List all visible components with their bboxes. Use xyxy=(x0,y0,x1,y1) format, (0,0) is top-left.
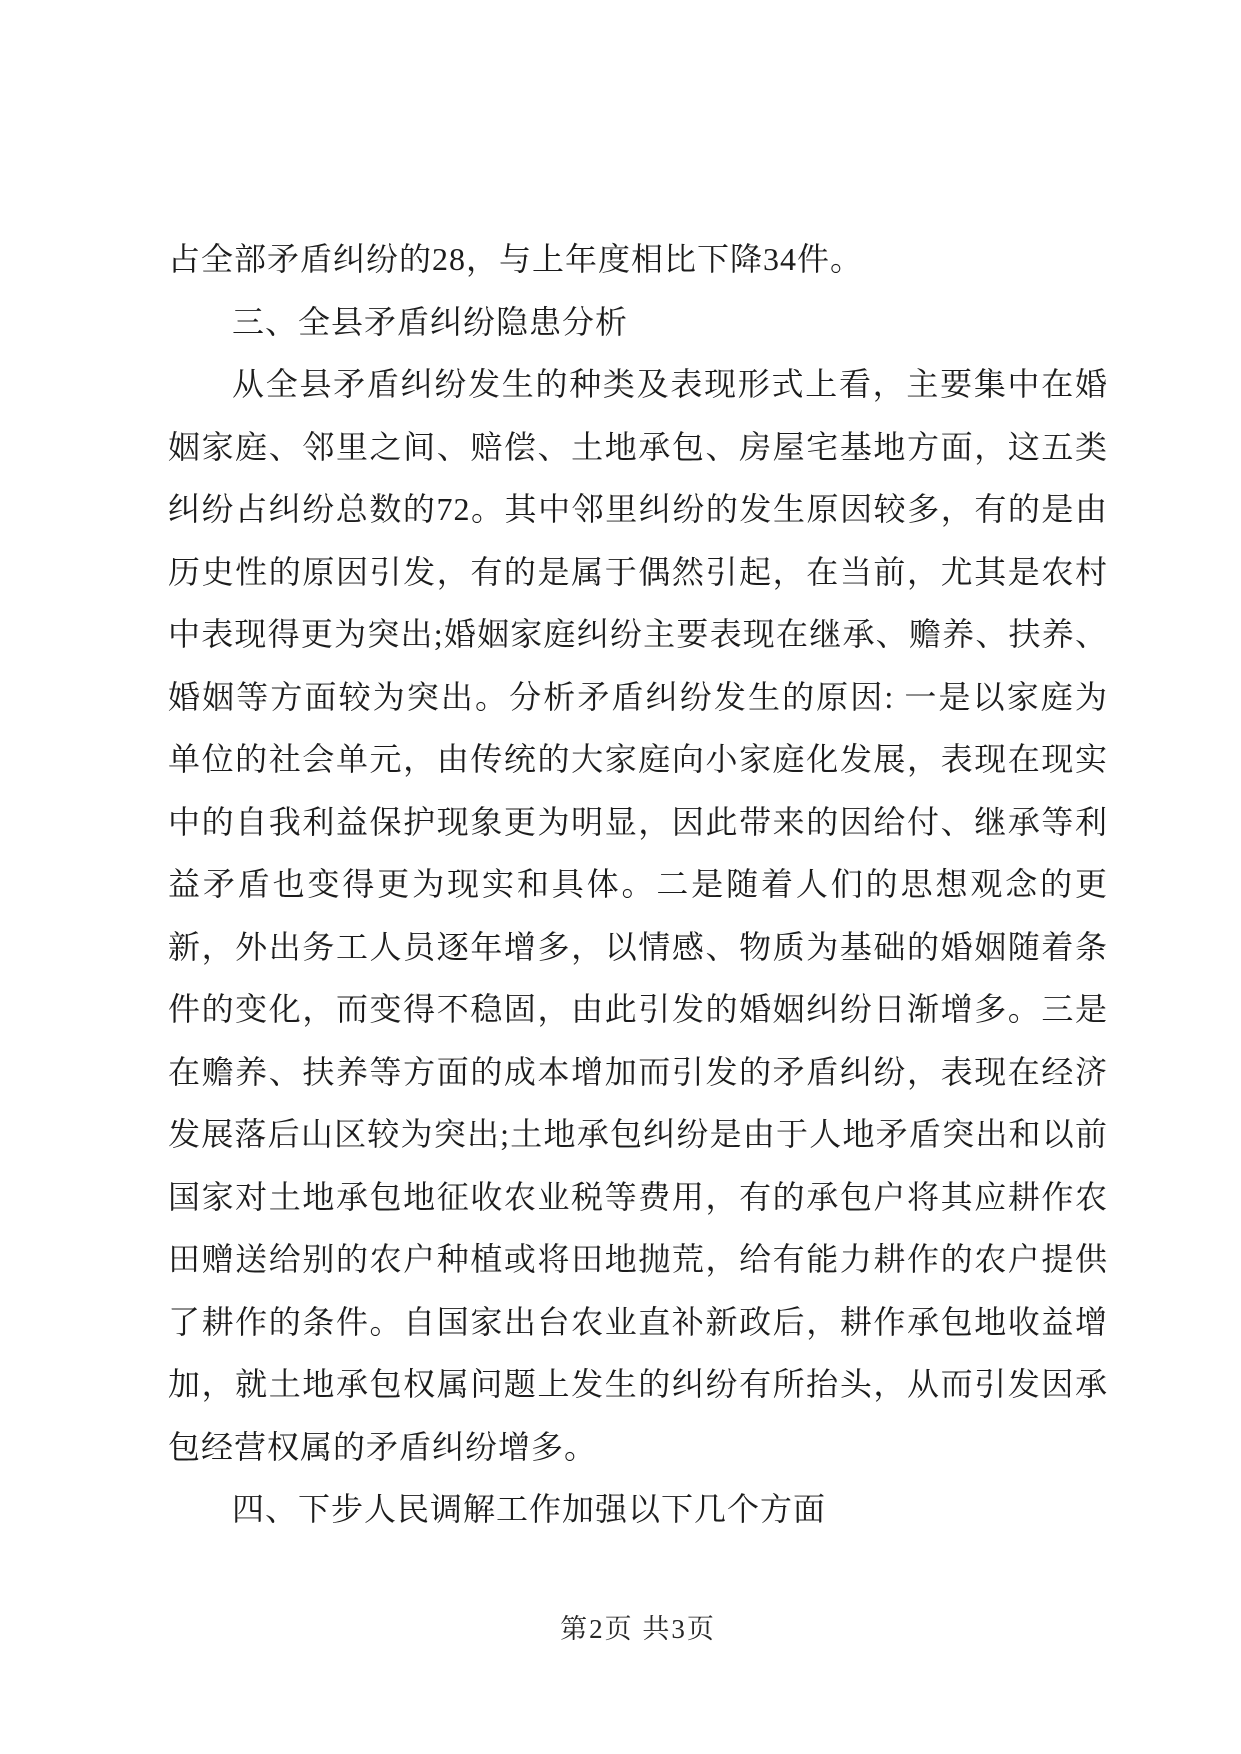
page-footer xyxy=(168,1608,1108,1650)
page-number-indicator: 第2页 共3页 xyxy=(560,1614,716,1644)
document-body xyxy=(168,228,1108,1541)
paragraph-continuation: 占全部矛盾纠纷的28，与上年度相比下降34件。 xyxy=(168,241,864,277)
paragraph-dispute-analysis: 从全县矛盾纠纷发生的种类及表现形式上看，主要集中在婚姻家庭、邻里之间、赔偿、土地承包、房屋宅基地方面，这五类纠纷占纠纷总数的72。其中邻里纠纷的发生原因较多，有的是由历史性的原因引发，有的是属于偶然引起，在当前，尤其是农村中表现得更为突出;婚姻家庭纠纷主要表现在继承、赡养、扶养、婚姻等方面较为突出。分析矛盾纠纷发生的原因: 一是以家庭为单位的社会单元，由传统的大家庭向小家庭化发展，表现在现实中的自我利益保护现象更为明显，因此带来的因给付、继承等利益矛盾也变得更为现实和具体。二是随着人们的思想观念的更新，外出务工人员逐年增多，以情感、物质为基础的婚姻随着条件的变化，而变得不稳固，由此引发的婚姻纠纷日渐增多。三是在赡养、扶养等方面的成本增加而引发的矛盾纠纷，表现在经济发展落后山区较为突出;土地承包纠纷是由于人地矛盾突出和以前国家对土地承包地征收农业税等费用，有的承包户将其应耕作农田赠送给别的农户种植或将田地抛荒，给有能力耕作的农户提供了耕作的条件。自国家出台农业直补新政后，耕作承包地收益增加，就土地承包权属问题上发生的纠纷有所抬头，从而引发因承包经营权属的矛盾纠纷增多。 xyxy=(168,366,1108,1465)
section-heading-three: 三、全县矛盾纠纷隐患分析 xyxy=(232,303,629,340)
section-heading-four: 四、下步人民调解工作加强以下几个方面 xyxy=(232,1491,827,1527)
